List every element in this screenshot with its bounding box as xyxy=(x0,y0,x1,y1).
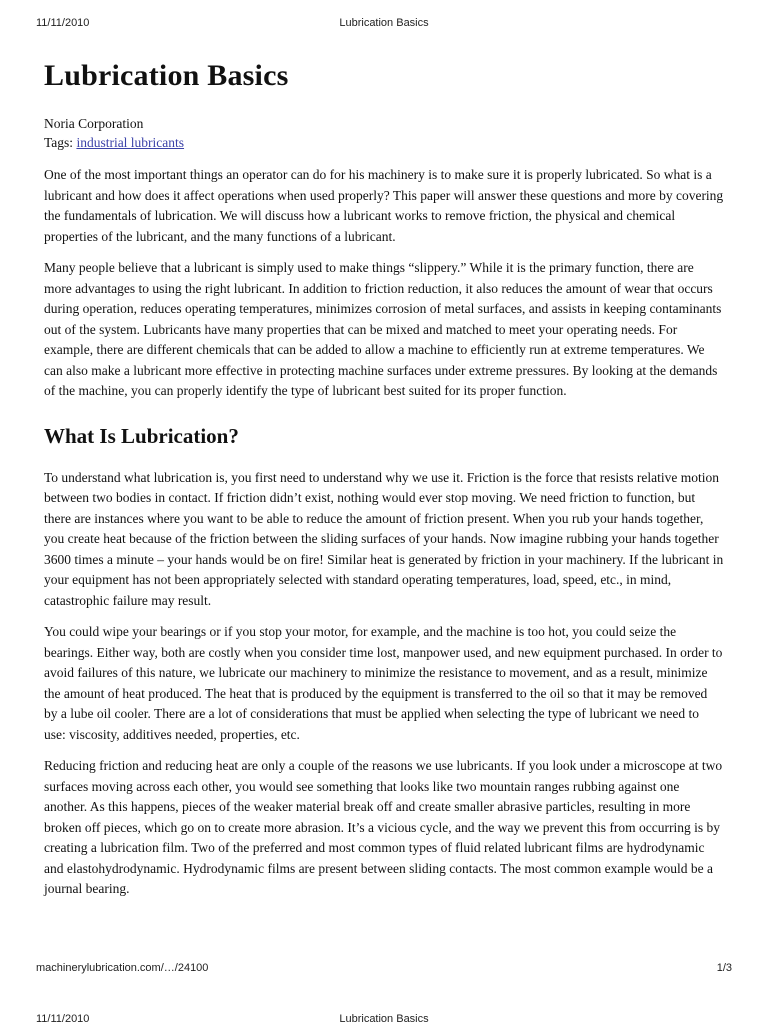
section-paragraph: You could wipe your bearings or if you stop your motor, for example, and the machine is too hot, you could seize the bearings. Either way, both are costly when you consider time lost, manpower used, and new equipment purchased. In order to avoid failures of this nature, we lubricate our machinery to minimize the resistance to movement, and as a result, minimize the amount of heat produced. The heat that is produced by the equipment is transferred to the oil so that it may be removed by a lube oil cooler. There are a lot of considerations that must be applied when selecting the type of lubricant we need to use: viscosity, additives needed, properties, etc. xyxy=(44,624,723,742)
print-footer-url: machinerylubrication.com/…/24100 xyxy=(36,962,209,974)
tag-link-industrial-lubricants[interactable]: industrial lubricants xyxy=(76,135,185,150)
print-title: Lubrication Basics xyxy=(339,17,429,29)
article xyxy=(44,58,724,911)
article-title: Lubrication Basics xyxy=(44,59,289,92)
tags-label: Tags: xyxy=(44,135,74,150)
article-meta xyxy=(44,114,724,152)
print-page-number: 1/3 xyxy=(716,962,732,974)
article-author: Noria Corporation xyxy=(44,116,144,131)
print-header xyxy=(0,0,768,30)
section-heading: What Is Lubrication? xyxy=(44,423,239,448)
section-paragraph: Reducing friction and reducing heat are only a couple of the reasons we use lubricants. If you look under a microscope at two surfaces moving across each other, you would see something that looks like two mountain ranges rubbing against one another. As this happens, pieces of the weaker material break off and create smaller abrasive particles, resulting in more broken off pieces, which go on to create more abrasion. It’s a vicious cycle, and the way we prevent this from occurring is by creating a lubrication film. Two of the preferred and most common types of fluid related lubricant films are hydrodynamic and elastohydrodynamic. Hydrodynamic films are present between sliding contacts. The most common example would be a journal bearing. xyxy=(44,758,723,896)
section-paragraph: To understand what lubrication is, you first need to understand why we use it. Friction is the force that resists relative motion between two bodies in contact. If friction didn’t exist, nothing would ever stop moving. We need friction to function, but there are instances where you want to be able to reduce the amount of friction present. When you rub your hands together, you create heat because of the friction between the sliding surfaces of your hands. Now imagine rubbing your hands together 3600 times a minute – your hands would be on fire! Similar heat is generated by friction in your machinery. If the lubricant in your equipment has not been appropriately selected with standard operating temperatures, load, speed, etc., in mind, catastrophic failure may result. xyxy=(44,469,724,608)
next-page-header xyxy=(0,1006,768,1024)
next-page-date: 11/11/2010 xyxy=(36,1013,90,1025)
intro-paragraph: One of the most important things an operator can do for his machinery is to make sure it is properly lubricated. So what is a lubricant and how does it affect operations when used properly? This paper will answer these questions and more by covering the fundamentals of lubrication. We will discuss how a lubricant works to remove friction, the physical and chemical properties of the lubricant, and the many functions of a lubricant. xyxy=(44,167,724,244)
intro-paragraph: Many people believe that a lubricant is simply used to make things “slippery.” While it is the primary function, there are more advantages to using the right lubricant. In addition to friction reduction, it also reduces the amount of wear that occurs during operation, reduces operating temperatures, minimizes corrosion of metal surfaces, and assists in keeping contaminants out of the system. Lubricants have many properties that can be mixed and matched to meet your operating needs. For example, there are different chemicals that can be added to allow a machine to efficiently run at extreme temperatures. We can also make a lubricant more effective in protecting machine surfaces under extreme pressures. By looking at the demands of the machine, you can properly identify the type of lubricant best suited for its proper function. xyxy=(44,260,722,398)
print-date: 11/11/2010 xyxy=(36,17,90,29)
next-page-title: Lubrication Basics xyxy=(339,1013,429,1025)
article-tags xyxy=(44,133,724,152)
